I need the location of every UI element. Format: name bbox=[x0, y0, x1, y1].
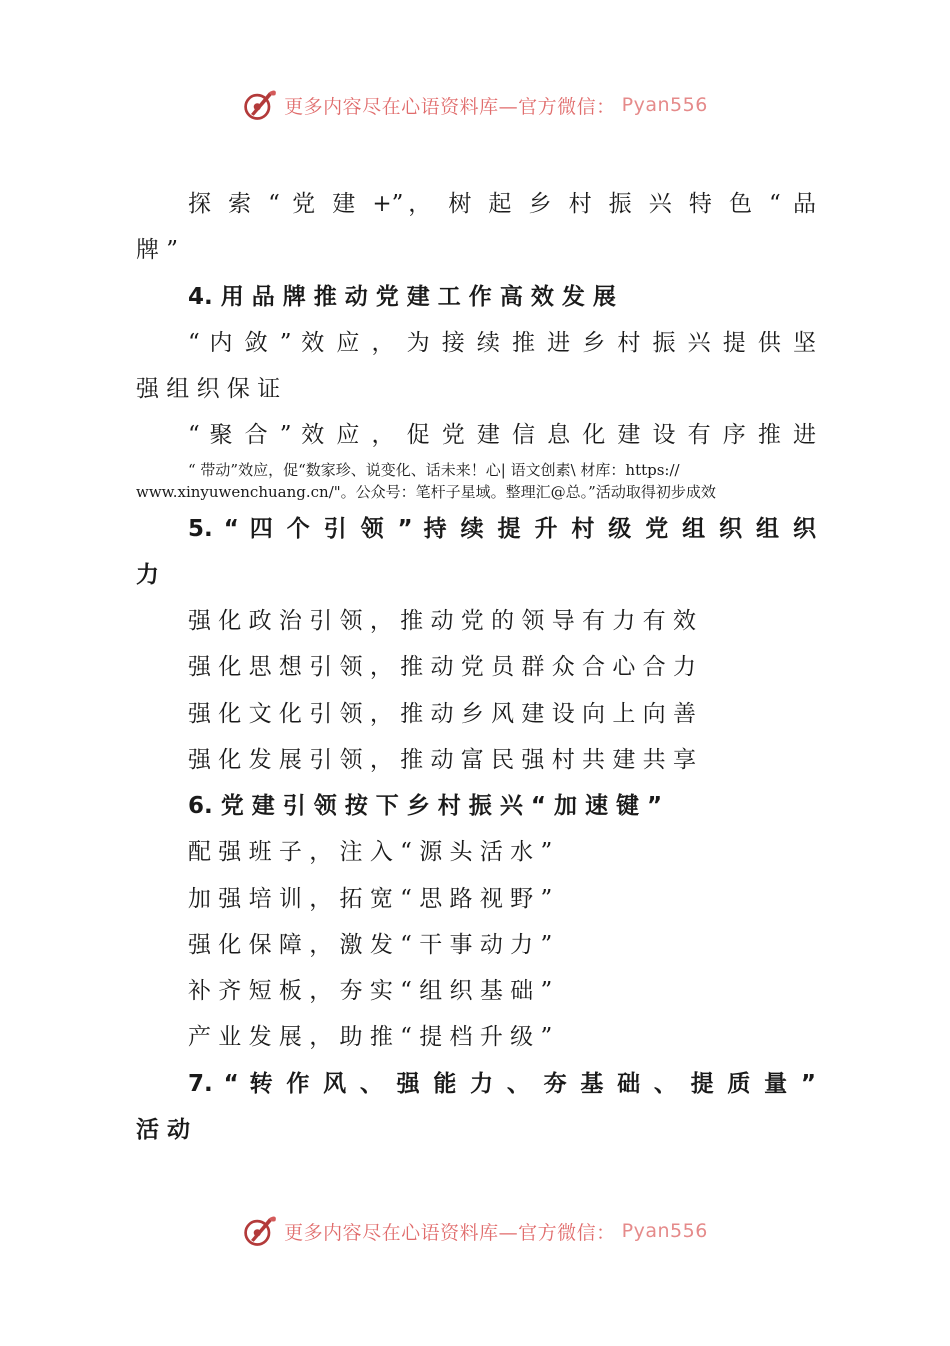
header-wechat-id: Pyan556 bbox=[621, 94, 708, 116]
list-item: 强 化 发 展 引 领 ， 推 动 富 民 强 村 共 建 共 享 bbox=[188, 747, 696, 773]
paragraph-line: “ 聚 合 ” 效 应 ， 促 党 建 信 息 化 建 设 有 序 推 进 bbox=[188, 422, 816, 448]
list-item: 强 化 政 治 引 领 ， 推 动 党 的 领 导 有 力 有 效 bbox=[188, 608, 696, 634]
quill-logo-icon bbox=[242, 1213, 278, 1249]
list-item: 加 强 培 训 ， 拓 宽 “ 思 路 视 野 ” bbox=[188, 886, 553, 912]
section-heading-5-cont: 力 bbox=[136, 562, 159, 588]
paragraph-line: 强 组 织 保 证 bbox=[136, 376, 281, 402]
footer-banner bbox=[0, 1211, 950, 1251]
list-item: 产 业 发 展 ， 助 推 “ 提 档 升 级 ” bbox=[188, 1024, 553, 1050]
section-heading-4: 4. 用 品 牌 推 动 党 建 工 作 高 效 发 展 bbox=[188, 284, 616, 310]
section-heading-6: 6. 党 建 引 领 按 下 乡 村 振 兴 “ 加 速 键 ” bbox=[188, 793, 663, 819]
footer-text: 更多内容尽在心语资料库—官方微信： bbox=[284, 1221, 616, 1244]
quill-logo-icon bbox=[242, 87, 278, 123]
footer-wechat-id: Pyan556 bbox=[621, 1220, 708, 1242]
paragraph-line: 牌 ” bbox=[136, 237, 179, 263]
note-line: www.xinyuwenchuang.cn/"。公众号：笔杆子星域。整理汇@总。”活动取得初步成效 bbox=[136, 483, 716, 501]
header-banner bbox=[0, 85, 950, 125]
section-heading-7-cont: 活 动 bbox=[136, 1117, 191, 1143]
list-item: 强 化 思 想 引 领 ， 推 动 党 员 群 众 合 心 合 力 bbox=[188, 654, 696, 680]
list-item: 强 化 文 化 引 领 ， 推 动 乡 风 建 设 向 上 向 善 bbox=[188, 701, 696, 727]
section-heading-5: 5. “ 四 个 引 领 ” 持 续 提 升 村 级 党 组 织 组 织 bbox=[188, 516, 816, 542]
paragraph-line: 探 索 “ 党 建 +”， 树 起 乡 村 振 兴 特 色 “ 品 bbox=[188, 191, 816, 217]
list-item: 补 齐 短 板 ， 夯 实 “ 组 织 基 础 ” bbox=[188, 978, 553, 1004]
list-item: 配 强 班 子 ， 注 入 “ 源 头 活 水 ” bbox=[188, 839, 553, 865]
list-item: 强 化 保 障 ， 激 发 “ 干 事 动 力 ” bbox=[188, 932, 553, 958]
header-text: 更多内容尽在心语资料库—官方微信： bbox=[284, 95, 616, 118]
paragraph-line: “ 内 敛 ” 效 应 ， 为 接 续 推 进 乡 村 振 兴 提 供 坚 bbox=[188, 330, 816, 356]
section-heading-7: 7. “ 转 作 风 、 强 能 力 、 夯 基 础 、 提 质 量 ” bbox=[188, 1071, 816, 1097]
note-line: “ 带动”效应，促“数家珍、说变化、话未来！心| 语文创素\ 材库：https:// bbox=[188, 461, 680, 479]
